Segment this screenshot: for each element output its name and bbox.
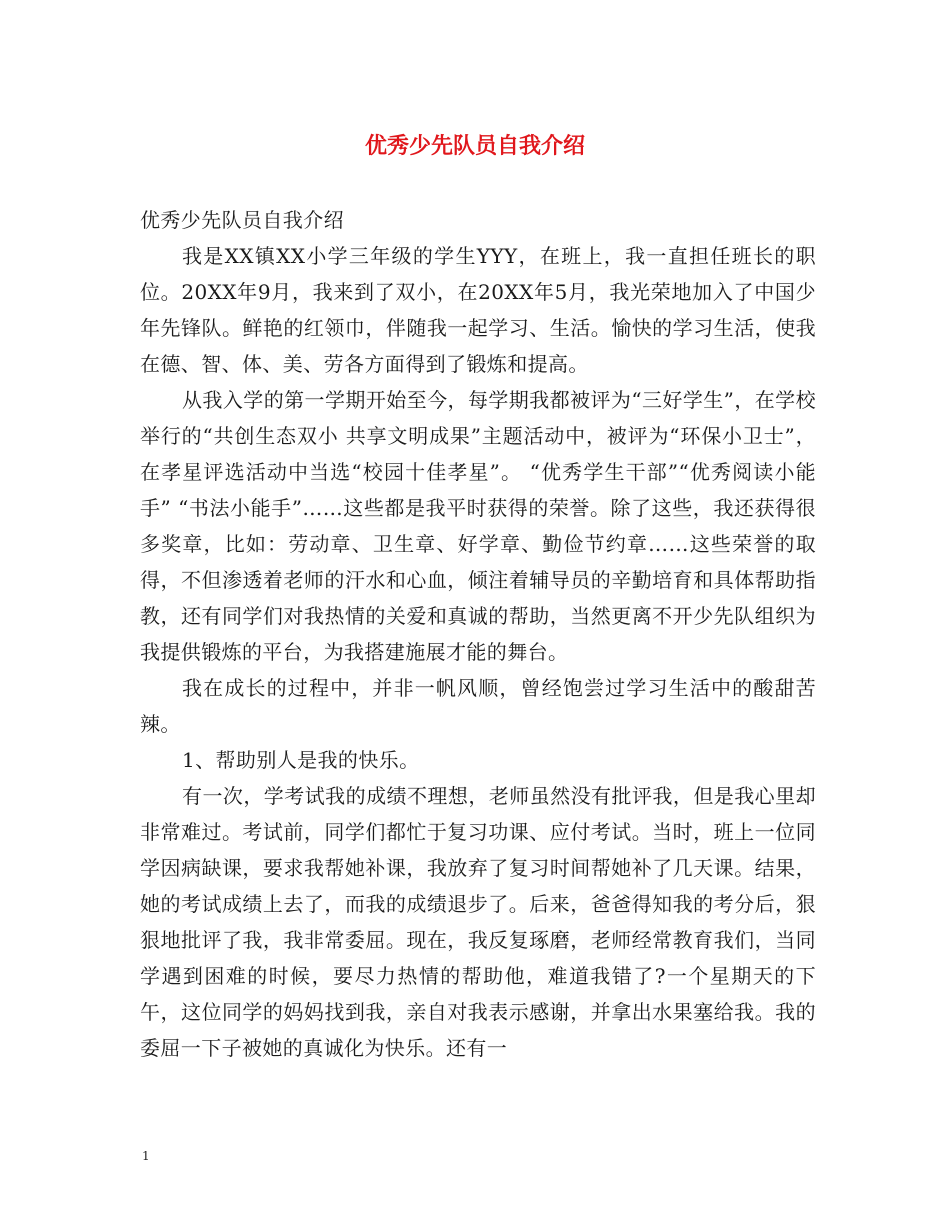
document-subtitle: 优秀少先队员自我介绍	[140, 208, 344, 232]
paragraph: 我是XX镇XX小学三年级的学生YYY，在班上，我一直担任班长的职位。20XX年9月，我来到了双小，在20XX年5月，我光荣地加入了中国少年先锋队。鲜艳的红领巾，伴随我一起学习、生活。愉快的学习生活，使我在德、智、体、美、劳各方面得到了锻炼和提高。	[140, 244, 816, 376]
paragraph: 从我入学的第一学期开始至今，每学期我都被评为“三好学生”，在学校举行的“共创生态双小 共享文明成果”主题活动中，被评为“环保小卫士”，在孝星评选活动中当选“校园十佳孝星”。 “优秀学生干部”“优秀阅读小能手” “书法小能手”……这些都是我平时获得的荣誉。除了这些，我还获得很多奖章，比如：劳动章、卫生章、好学章、勤俭节约章……这些荣誉的取得，不但渗透着老师的汗水和心血，倾注着辅导员的辛勤培育和具体帮助指教，还有同学们对我热情的关爱和真诚的帮助，当然更离不开少先队组织为我提供锻炼的平台，为我搭建施展才能的舞台。	[140, 388, 816, 664]
paragraph: 我在成长的过程中，并非一帆风顺，曾经饱尝过学习生活中的酸甜苦辣。	[140, 676, 816, 736]
paragraph: 有一次，学考试我的成绩不理想，老师虽然没有批评我，但是我心里却非常难过。考试前，同学们都忙于复习功课、应付考试。当时，班上一位同学因病缺课，要求我帮她补课，我放弃了复习时间帮她补了几天课。结果，她的考试成绩上去了，而我的成绩退步了。后来，爸爸得知我的考分后，狠狠地批评了我，我非常委屈。现在，我反复琢磨，老师经常教育我们，当同学遇到困难的时候，要尽力热情的帮助他，难道我错了?一个星期天的下午，这位同学的妈妈找到我，亲自对我表示感谢，并拿出水果塞给我。我的委屈一下子被她的真诚化为快乐。还有一	[140, 784, 816, 1060]
document-title: 优秀少先队员自我介绍	[364, 134, 585, 159]
section-heading: 1、帮助别人是我的快乐。	[182, 748, 420, 772]
document-body	[140, 202, 816, 1066]
page-number: 1	[142, 1149, 150, 1163]
